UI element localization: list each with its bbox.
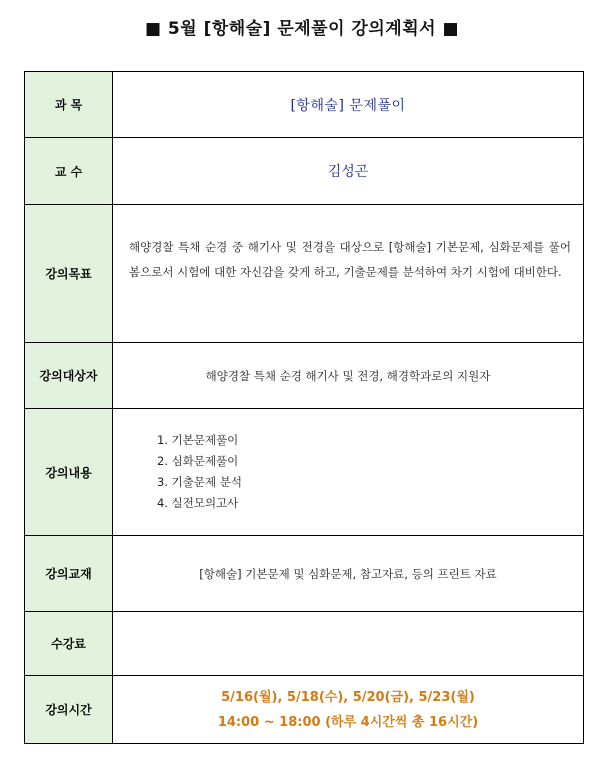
- objective-value-cell: [113, 205, 584, 343]
- objective-text: 해양경찰 특채 순경 중 해기사 및 전경을 대상으로 [항해술] 기본문제, 심화문제를 풀어 봄으로서 시험에 대한 자신감을 갖게 하고, 기출문제를 분석하여 차기 시험에 대비한다.: [129, 239, 571, 279]
- course-name: [항해술] 문제풀이: [290, 97, 406, 114]
- list-item: 2. 심화문제풀이: [157, 454, 239, 468]
- list-item: 3. 기출문제 분석: [157, 475, 242, 489]
- objective-label: 강의목표: [25, 205, 113, 343]
- instructor-name: 김성곤: [327, 164, 369, 180]
- contents-list: [113, 430, 583, 514]
- target-value: 해양경찰 특채 순경 해기사 및 전경, 해경학과로의 지원자: [113, 343, 584, 409]
- schedule-value-cell: [113, 676, 584, 744]
- course-label: 과 목: [25, 72, 113, 138]
- materials-row: [25, 536, 584, 612]
- list-item: 1. 기본문제풀이: [157, 433, 239, 447]
- objective-row: [25, 205, 584, 343]
- course-row: [25, 72, 584, 138]
- course-value-cell: [113, 72, 584, 138]
- schedule-label: 강의시간: [25, 676, 113, 744]
- materials-label: 강의교재: [25, 536, 113, 612]
- schedule-dates: 5/16(월), 5/18(수), 5/20(금), 5/23(월): [221, 689, 475, 705]
- contents-value-cell: [113, 409, 584, 536]
- target-row: [25, 343, 584, 409]
- schedule-hours: 14:00 ~ 18:00 (하루 4시간씩 총 16시간): [217, 714, 479, 730]
- instructor-value-cell: [113, 138, 584, 205]
- schedule-row: [25, 676, 584, 744]
- list-item: 4. 실전모의고사: [157, 496, 239, 510]
- lecture-plan-table: [24, 71, 584, 744]
- fee-label: 수강료: [25, 612, 113, 676]
- document-title: ■ 5월 [항해술] 문제풀이 강의계획서 ■: [144, 19, 460, 39]
- instructor-label: 교 수: [25, 138, 113, 205]
- materials-value: [항해술] 기본문제 및 심화문제, 참고자료, 등의 프린트 자료: [113, 536, 584, 612]
- fee-row: [25, 612, 584, 676]
- target-label: 강의대상자: [25, 343, 113, 409]
- contents-label: 강의내용: [25, 409, 113, 536]
- fee-value: [113, 612, 584, 676]
- contents-row: [25, 409, 584, 536]
- instructor-row: [25, 138, 584, 205]
